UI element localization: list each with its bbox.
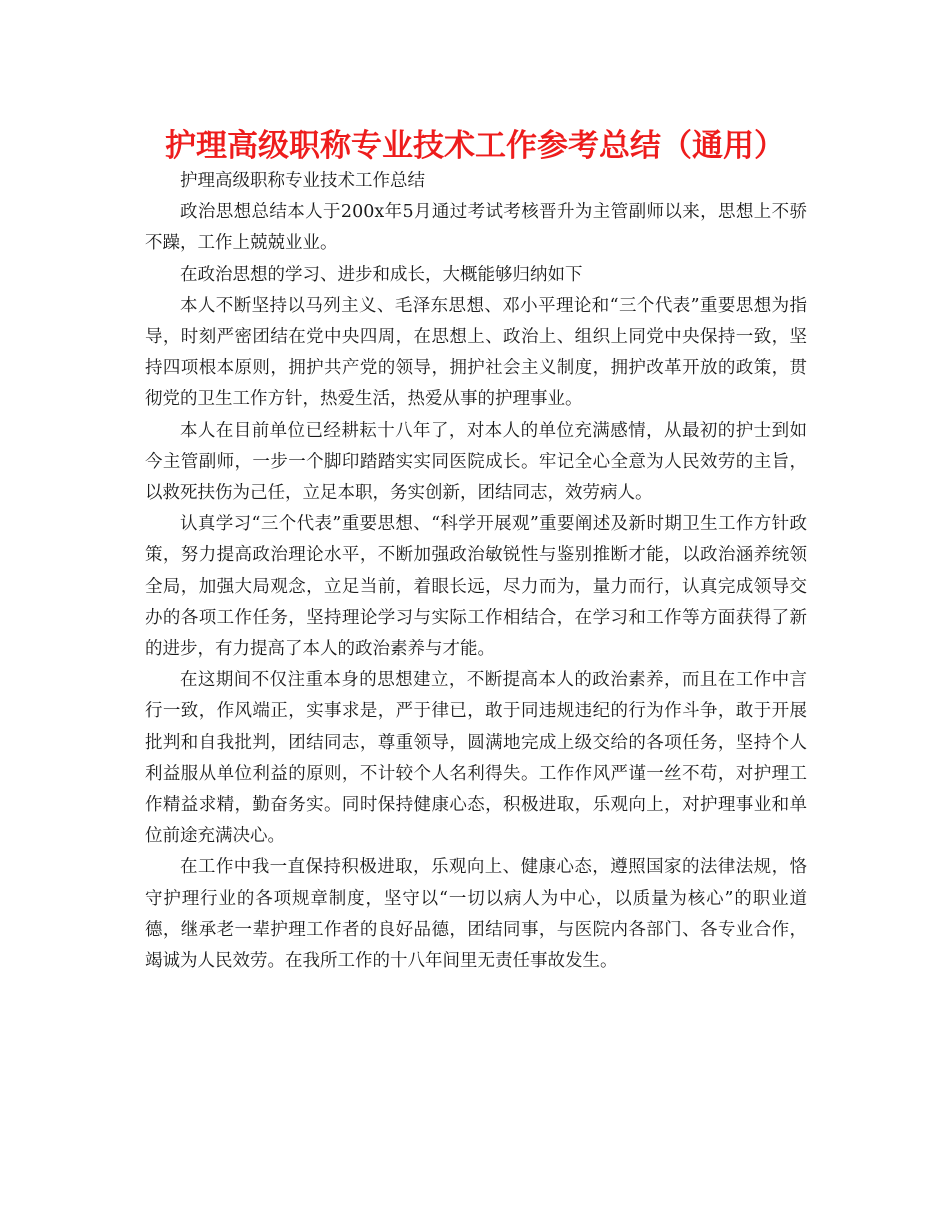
document-body xyxy=(145,166,807,977)
paragraph: 本人不断坚持以马列主义、毛泽东思想、邓小平理论和“三个代表”重要思想为指导，时刻严密团结在党中央四周，在思想上、政治上、组织上同党中央保持一致，坚持四项根本原则，拥护共产党的领导，拥护社会主义制度，拥护改革开放的政策，贯彻党的卫生工作方针，热爱生活，热爱从事的护理事业。 xyxy=(145,295,807,410)
paragraph: 认真学习“三个代表”重要思想、“科学开展观”重要阐述及新时期卫生工作方针政策，努力提高政治理论水平，不断加强政治敏锐性与鉴别推断才能，以政治涵养统领全局，加强大局观念，立足当前，着眼长远，尽力而为，量力而行，认真完成领导交办的各项工作任务，坚持理论学习与实际工作相结合，在学习和工作等方面获得了新的进步，有力提高了本人的政治素养与才能。 xyxy=(145,514,807,660)
paragraph: 在工作中我一直保持积极进取，乐观向上、健康心态，遵照国家的法律法规，恪守护理行业的各项规章制度，坚守以“一切以病人为中心，以质量为核心”的职业道德，继承老一辈护理工作者的良好品德，团结同事，与医院内各部门、各专业合作，竭诚为人民效劳。在我所工作的十八年间里无责任事故发生。 xyxy=(145,857,807,972)
paragraph: 政治思想总结本人于200x年5月通过考试考核晋升为主管副师以来，思想上不骄不躁，工作上兢兢业业。 xyxy=(145,202,807,254)
paragraph: 在这期间不仅注重本身的思想建立，不断提高本人的政治素养，而且在工作中言行一致，作风端正，实事求是，严于律已，敢于同违规违纪的行为作斗争，敢于开展批判和自我批判，团结同志，尊重领导，圆满地完成上级交给的各项任务，坚持个人利益服从单位利益的原则，不计较个人名利得失。工作作风严谨一丝不苟，对护理工作精益求精，勤奋务实。同时保持健康心态，积极进取，乐观向上，对护理事业和单位前途充满决心。 xyxy=(145,670,807,847)
paragraph-subtitle: 护理高级职称专业技术工作总结 xyxy=(180,171,425,191)
document-title: 护理高级职称专业技术工作参考总结（通用） xyxy=(165,128,785,164)
paragraph: 在政治思想的学习、进步和成长，大概能够归纳如下 xyxy=(180,264,583,285)
paragraph: 本人在目前单位已经耕耘十八年了，对本人的单位充满感情，从最初的护士到如今主管副师，一步一个脚印踏踏实实同医院成长。牢记全心全意为人民效劳的主旨，以救死扶伤为己任，立足本职，务实创新，团结同志，效劳病人。 xyxy=(145,420,807,504)
